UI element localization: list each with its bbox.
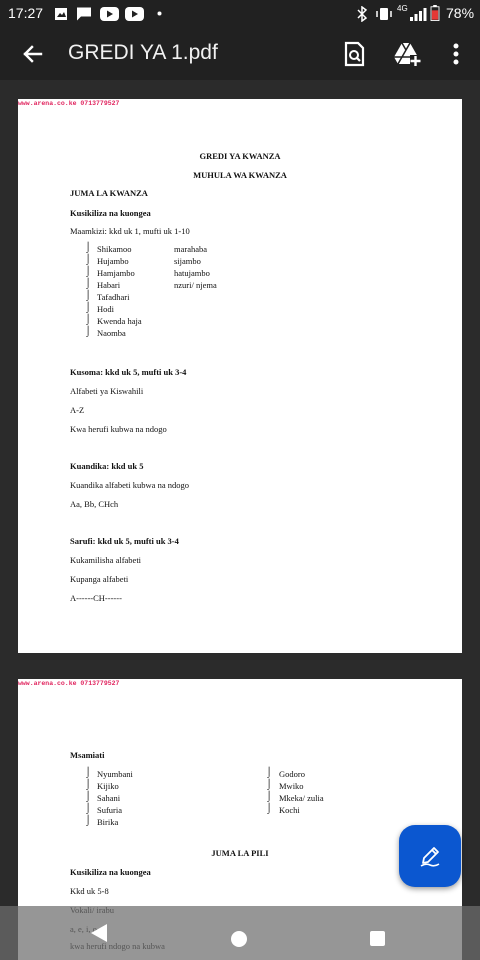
week-heading: JUMA LA PILI <box>211 848 269 858</box>
list-item: Tafadhari <box>97 292 130 302</box>
bullet-icon: ⌡ <box>266 791 273 802</box>
bullet-icon: ⌡ <box>85 302 92 313</box>
gallery-icon <box>54 6 68 22</box>
battery-icon <box>430 5 440 21</box>
status-time: 17:27 <box>8 5 44 21</box>
bullet-icon: ⌡ <box>85 254 92 265</box>
section-heading: Kuandika: kkd uk 5 <box>70 461 144 471</box>
section-line: Kukamilisha alfabeti <box>70 555 142 565</box>
bullet-icon: ⌡ <box>85 278 92 289</box>
bullet-icon: ⌡ <box>85 266 92 277</box>
section-line: Aa, Bb, CHch <box>70 499 119 509</box>
search-document-icon[interactable] <box>340 40 368 68</box>
nav-home-icon[interactable] <box>231 931 247 947</box>
bullet-icon: ⌡ <box>85 791 92 802</box>
list-item-reply: nzuri/ njema <box>174 280 217 290</box>
section-line: Kuandika alfabeti kubwa na ndogo <box>70 480 189 490</box>
system-nav-bar <box>0 906 480 960</box>
section-line: A------CH------ <box>70 593 122 603</box>
doc-title: GREDI YA KWANZA <box>199 151 281 161</box>
bullet-icon: ⌡ <box>266 779 273 790</box>
section-heading: Sarufi: kkd uk 5, mufti uk 3-4 <box>70 536 179 546</box>
edit-pen-icon <box>418 844 442 868</box>
drive-add-icon[interactable] <box>393 40 421 68</box>
bullet-icon: ⌡ <box>85 815 92 826</box>
dot-icon <box>157 11 162 27</box>
section-heading: Msamiati <box>70 750 105 760</box>
section-line: A-Z <box>70 405 85 415</box>
section-line: Kkd uk 5-8 <box>70 886 109 896</box>
list-item: Godoro <box>279 769 305 779</box>
list-item: Habari <box>97 280 121 290</box>
status-bar <box>0 0 480 28</box>
bullet-icon: ⌡ <box>85 326 92 337</box>
list-item: Sufuria <box>97 805 123 815</box>
list-item: Shikamoo <box>97 244 132 254</box>
list-item: Hamjambo <box>97 268 135 278</box>
page-header-link[interactable]: www.arena.co.ke 0713779527 <box>18 680 120 687</box>
list-item: Mkeka/ zulia <box>279 793 324 803</box>
list-item: Birika <box>97 817 119 827</box>
more-vert-icon[interactable] <box>442 40 470 68</box>
list-item-reply: hatujambo <box>174 268 210 278</box>
section-line: Alfabeti ya Kiswahili <box>70 386 144 396</box>
list-item: Sahani <box>97 793 121 803</box>
signal-icon <box>409 6 427 22</box>
week-heading: JUMA LA KWANZA <box>70 188 148 198</box>
nav-back-icon[interactable] <box>90 923 108 943</box>
youtube-icon <box>100 6 119 22</box>
section-heading: Kusikiliza na kuongea <box>70 208 151 218</box>
network-type: 4G <box>397 4 408 13</box>
bullet-icon: ⌡ <box>85 242 92 253</box>
list-item: Hodi <box>97 304 114 314</box>
list-item: Nyumbani <box>97 769 133 779</box>
bullet-icon: ⌡ <box>85 314 92 325</box>
bullet-icon: ⌡ <box>85 803 92 814</box>
page-header-link[interactable]: www.arena.co.ke 0713779527 <box>18 100 120 107</box>
youtube-icon <box>125 6 144 22</box>
nav-recents-icon[interactable] <box>370 931 385 946</box>
list-item: Kijiko <box>97 781 119 791</box>
bullet-icon: ⌡ <box>85 779 92 790</box>
list-item: Kwenda haja <box>97 316 142 326</box>
bullet-icon: ⌡ <box>85 290 92 301</box>
section-line: Kupanga alfabeti <box>70 574 129 584</box>
section-heading: Kusikiliza na kuongea <box>70 867 151 877</box>
bullet-icon: ⌡ <box>266 767 273 778</box>
list-item: Naomba <box>97 328 126 338</box>
pdf-page-1[interactable] <box>18 99 462 653</box>
section-line: Maamkizi: kkd uk 1, mufti uk 1-10 <box>70 226 190 236</box>
bullet-icon: ⌡ <box>85 767 92 778</box>
chat-icon <box>76 6 92 22</box>
annotate-fab-button[interactable] <box>399 825 461 887</box>
list-item: Hujambo <box>97 256 129 266</box>
bluetooth-icon <box>357 6 367 22</box>
doc-subtitle: MUHULA WA KWANZA <box>193 170 287 180</box>
section-heading: Kusoma: kkd uk 5, mufti uk 3-4 <box>70 367 187 377</box>
vibrate-icon <box>376 6 392 22</box>
list-item-reply: marahaba <box>174 244 208 254</box>
app-bar <box>0 28 480 80</box>
list-item: Kochi <box>279 805 300 815</box>
battery-level: 78% <box>446 5 475 21</box>
bullet-icon: ⌡ <box>266 803 273 814</box>
list-item-reply: sijambo <box>174 256 201 266</box>
section-line: Kwa herufi kubwa na ndogo <box>70 424 167 434</box>
list-item: Mwiko <box>279 781 304 791</box>
back-arrow-icon[interactable] <box>19 40 47 68</box>
document-title: GREDI YA 1.pdf <box>68 41 218 64</box>
